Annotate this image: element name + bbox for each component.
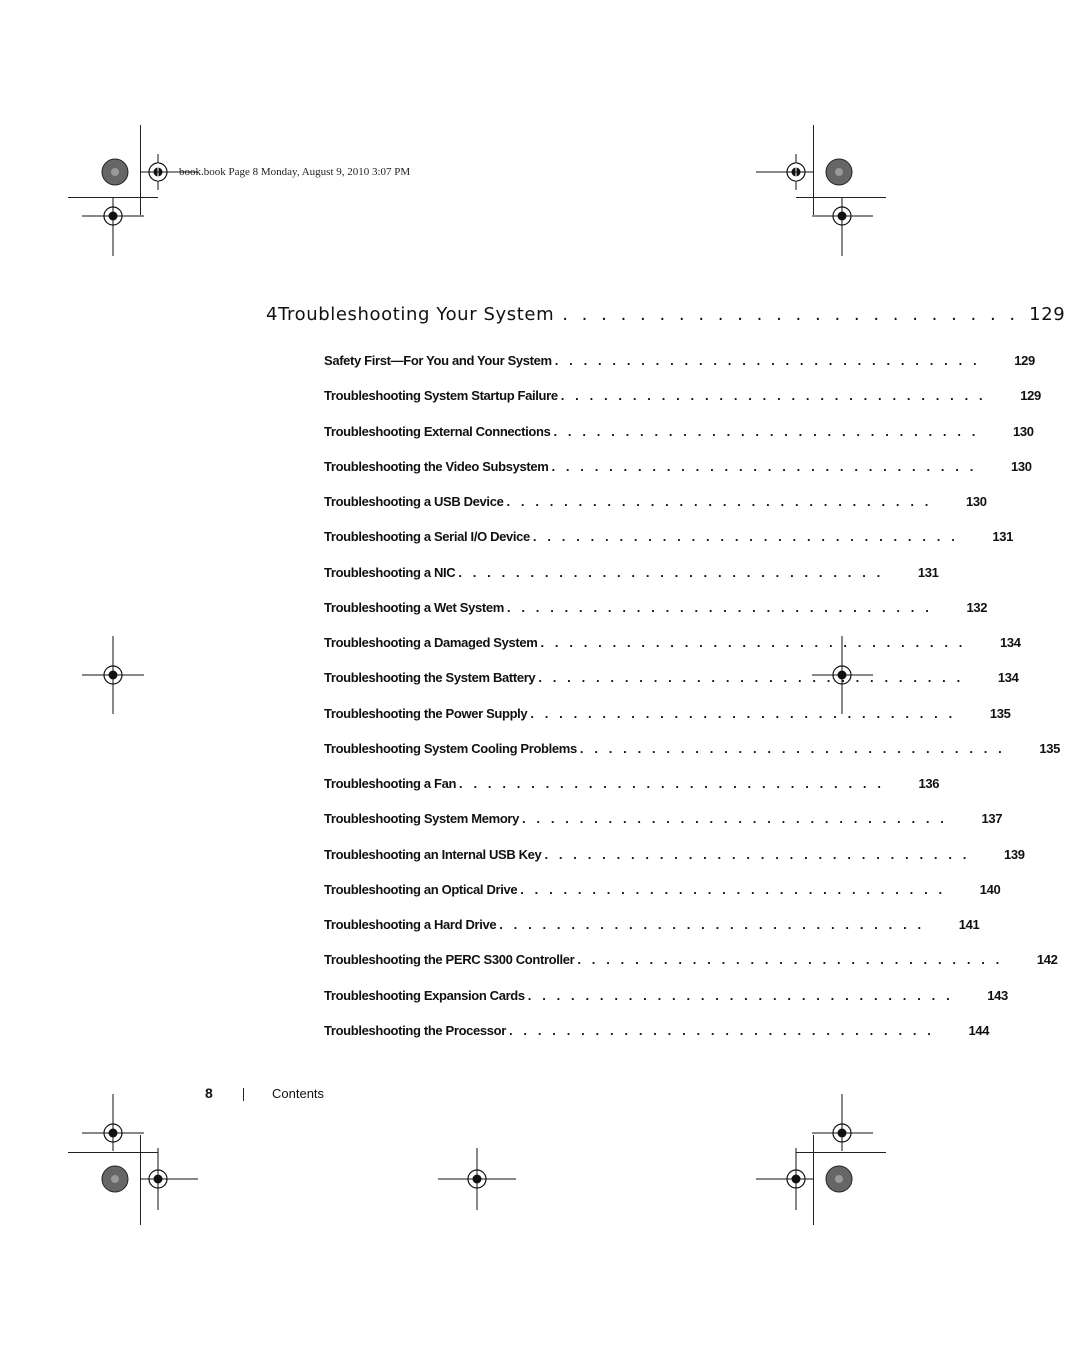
toc-entry[interactable] xyxy=(324,484,987,519)
toc-entry[interactable] xyxy=(324,590,988,625)
toc-entry-label: Troubleshooting a Damaged System xyxy=(324,635,538,651)
dot-leader: . . . . . . . . . . . . . . . . . . . . . . . . . . . . . . xyxy=(560,388,987,404)
toc-entry-label: Troubleshooting External Connections xyxy=(324,423,551,439)
toc-entry[interactable] xyxy=(324,837,1025,872)
chapter-page: 129 xyxy=(1029,304,1065,325)
toc-entry-label: Troubleshooting the Processor xyxy=(324,1022,506,1038)
toc-entry-page: 141 xyxy=(958,917,980,933)
toc-entry[interactable] xyxy=(324,414,1034,449)
footer-page-number: 8 xyxy=(205,1085,213,1101)
toc-entry[interactable] xyxy=(324,872,1001,907)
toc-entry[interactable] xyxy=(324,696,1011,731)
toc-entry-page: 130 xyxy=(1010,458,1032,474)
dot-leader: . . . . . . . . . . . . . . . . . . . . . . . . . . . . . . xyxy=(538,670,964,686)
toc-entry[interactable] xyxy=(324,942,1058,977)
toc-entry-page: 129 xyxy=(1020,388,1041,404)
toc-entry-label: Troubleshooting System Cooling Problems xyxy=(324,740,577,756)
toc-entry-page: 135 xyxy=(1039,740,1061,756)
toc-entry-label: Troubleshooting a NIC xyxy=(324,564,456,580)
dot-leader: . . . . . . . . . . . . . . . . . . . . . . . . . . . . . . xyxy=(554,353,981,369)
dot-leader: . . . . . . . . . . . . . . . . . . . . . . . . . . . . . . xyxy=(579,740,1006,756)
dot-leader: . . . . . . . . . . . . . . . . . . . . . . . . . . . . . . xyxy=(458,564,884,580)
toc-entry[interactable] xyxy=(324,731,1061,766)
dot-leader: . . . . . . . . . . . . . . . . . . . . . . . . . . . . . . xyxy=(506,494,932,510)
toc-entry[interactable] xyxy=(324,625,1021,660)
toc-entry-label: Troubleshooting a Wet System xyxy=(324,599,504,615)
print-header: book.book Page 8 Monday, August 9, 2010 3:07 PM xyxy=(179,166,411,178)
toc-entry[interactable] xyxy=(324,378,1041,413)
toc-entry-page: 143 xyxy=(987,987,1008,1003)
dot-leader: . . . . . . . . . . . . . . . . . . . . . . . . . . . . . . xyxy=(532,529,959,545)
dot-leader: . . . . . . . . . . . . . . . . . . . . . . . . . . . . . . xyxy=(577,952,1003,968)
dot-leader: . . . . . . . . . . . . . . . . . . . . . . . . . . . . . . xyxy=(506,599,933,615)
toc-entry-page: 139 xyxy=(1003,846,1025,862)
toc-entry-page: 130 xyxy=(1012,423,1034,439)
footer-divider xyxy=(243,1088,244,1101)
toc-entry[interactable] xyxy=(324,978,1008,1013)
dot-leader: . . . . . . . . . . . . . . . . . . . . . . . . . . . . . . xyxy=(499,917,925,933)
toc-entry[interactable] xyxy=(324,555,939,590)
toc-entry[interactable] xyxy=(324,449,1032,484)
toc-entry-page: 130 xyxy=(965,494,987,510)
dot-leader: . . . . . . . . . . . . . . . . . . . . . . . . xyxy=(562,304,1020,325)
toc-entry-label: Troubleshooting the PERC S300 Controller xyxy=(324,952,575,968)
toc-entry-page: 131 xyxy=(917,564,939,580)
toc-entry-label: Troubleshooting the Video Subsystem xyxy=(324,458,549,474)
dot-leader: . . . . . . . . . . . . . . . . . . . . . . . . . . . . . . xyxy=(459,776,885,792)
toc-entry-label: Troubleshooting the Power Supply xyxy=(324,705,528,721)
toc-entry[interactable] xyxy=(324,1013,990,1048)
toc-entry[interactable] xyxy=(324,766,940,801)
toc-entry-label: Troubleshooting a Hard Drive xyxy=(324,917,497,933)
toc-chapter-entry[interactable] xyxy=(266,304,1065,334)
toc-entry[interactable] xyxy=(324,660,1019,695)
dot-leader: . . . . . . . . . . . . . . . . . . . . . . . . . . . . . . xyxy=(522,811,948,827)
dot-leader: . . . . . . . . . . . . . . . . . . . . . . . . . . . . . . xyxy=(530,705,956,721)
toc-entry-page: 129 xyxy=(1014,353,1035,369)
toc-entry-label: Troubleshooting the System Battery xyxy=(324,670,536,686)
toc-entry-page: 134 xyxy=(997,670,1019,686)
toc-entry[interactable] xyxy=(324,519,1014,554)
toc-section-list xyxy=(324,343,1061,1048)
toc-entry-label: Troubleshooting System Startup Failure xyxy=(324,388,558,404)
toc-entry-label: Troubleshooting an Internal USB Key xyxy=(324,846,542,862)
dot-leader: . . . . . . . . . . . . . . . . . . . . . . . . . . . . . . xyxy=(551,458,977,474)
dot-leader: . . . . . . . . . . . . . . . . . . . . . . . . . . . . . . xyxy=(509,1022,935,1038)
toc-entry-label: Troubleshooting a Fan xyxy=(324,776,457,792)
chapter-title: Troubleshooting Your System xyxy=(278,304,555,325)
dot-leader: . . . . . . . . . . . . . . . . . . . . . . . . . . . . . . xyxy=(540,635,966,651)
toc-entry-label: Troubleshooting a Serial I/O Device xyxy=(324,529,530,545)
toc-entry[interactable] xyxy=(324,801,1003,836)
toc-entry-page: 136 xyxy=(918,776,940,792)
toc-entry-page: 135 xyxy=(989,705,1011,721)
toc-entry-page: 144 xyxy=(968,1022,990,1038)
toc-entry-page: 137 xyxy=(981,811,1003,827)
dot-leader: . . . . . . . . . . . . . . . . . . . . . . . . . . . . . . xyxy=(520,881,946,897)
toc-entry-label: Troubleshooting an Optical Drive xyxy=(324,881,518,897)
toc-entry-label: Safety First—For You and Your System xyxy=(324,353,552,369)
toc-entry[interactable] xyxy=(324,907,980,942)
toc-entry-page: 140 xyxy=(979,881,1001,897)
chapter-number: 4 xyxy=(266,304,279,325)
footer-section-label: Contents xyxy=(272,1086,325,1101)
toc-entry-page: 134 xyxy=(999,635,1021,651)
toc-entry-page: 142 xyxy=(1036,952,1058,968)
toc-entry[interactable] xyxy=(324,343,1035,378)
toc-entry-label: Troubleshooting a USB Device xyxy=(324,494,504,510)
toc-entry-page: 132 xyxy=(966,599,988,615)
dot-leader: . . . . . . . . . . . . . . . . . . . . . . . . . . . . . . xyxy=(544,846,970,862)
toc-entry-label: Troubleshooting Expansion Cards xyxy=(324,987,525,1003)
toc-entry-label: Troubleshooting System Memory xyxy=(324,811,519,827)
dot-leader: . . . . . . . . . . . . . . . . . . . . . . . . . . . . . . xyxy=(553,423,979,439)
dot-leader: . . . . . . . . . . . . . . . . . . . . . . . . . . . . . . xyxy=(527,987,954,1003)
toc-entry-page: 131 xyxy=(992,529,1014,545)
